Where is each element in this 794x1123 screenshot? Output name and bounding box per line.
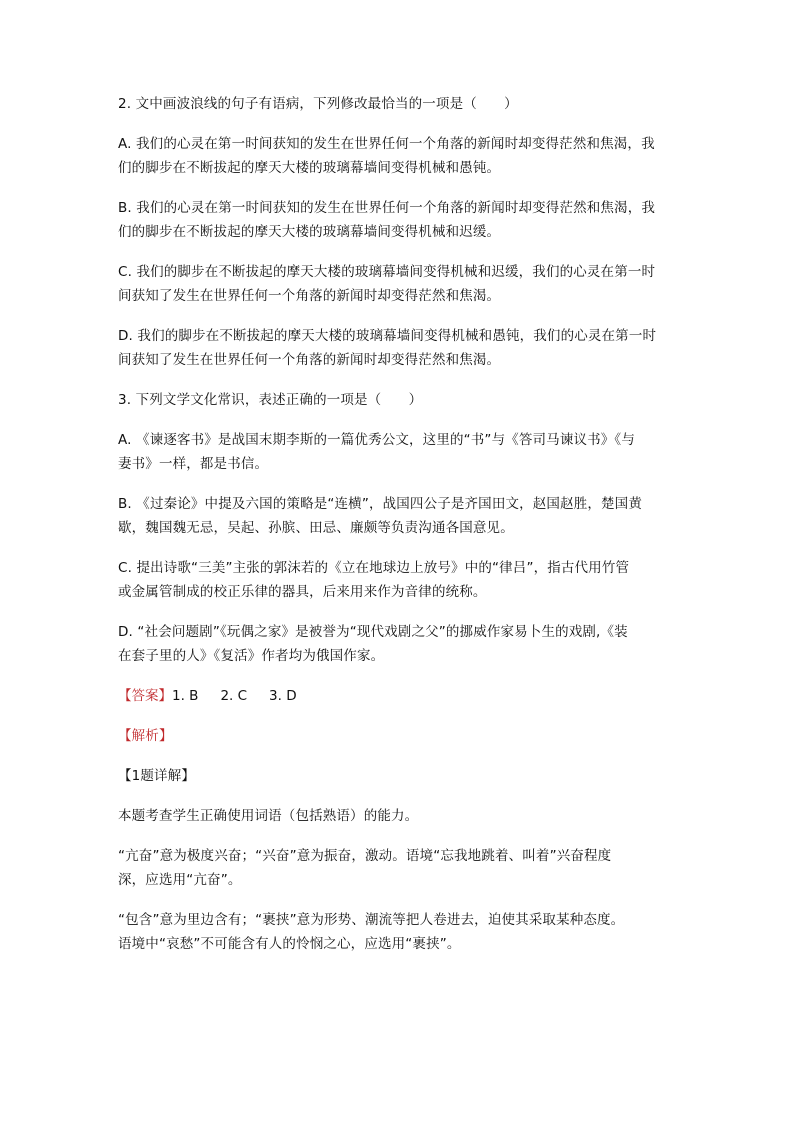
question-2-option-a: [118, 132, 680, 180]
option-line: 间获知了发生在世界任何一个角落的新闻时却变得茫然和焦渴。: [118, 288, 501, 304]
question-3-option-c: [118, 556, 680, 604]
question-stem-line: 2. 文中画波浪线的句子有语病，下列修改最恰当的一项是（ ）: [118, 96, 518, 112]
question-2-option-c: [118, 260, 680, 308]
option-line: C. 我们的脚步在不断拔起的摩天大楼的玻璃幕墙间变得机械和迟缓，我们的心灵在第一时: [118, 264, 656, 280]
option-line: 们的脚步在不断拔起的摩天大楼的玻璃幕墙间变得机械和迟缓。: [118, 224, 501, 240]
answer-item: 2. C: [220, 688, 248, 704]
question-3-option-d: [118, 620, 680, 668]
paragraph-line: “亢奋”意为极度兴奋；“兴奋”意为振奋，激动。语境“忘我地跳着、叫着”兴奋程度: [118, 848, 612, 864]
detail-heading: [118, 764, 680, 788]
question-3-option-a: [118, 428, 680, 476]
question-3-stem: [118, 388, 680, 412]
option-line: B. 我们的心灵在第一时间获知的发生在世界任何一个角落的新闻时却变得茫然和焦渴，我: [118, 200, 655, 216]
option-line: 间获知了发生在世界任何一个角落的新闻时却变得茫然和焦渴。: [118, 352, 501, 368]
answer-item: 1. B: [172, 688, 199, 704]
explanation-paragraph: [118, 908, 680, 956]
question-stem-line: 3. 下列文学文化常识，表述正确的一项是（ ）: [118, 392, 423, 408]
paragraph-line: 语境中“哀愁”不可能含有人的怜悯之心，应选用“裹挟”。: [118, 936, 461, 952]
detail-label: 【1题详解】: [118, 768, 195, 784]
option-line: 或金属管制成的校正乐律的器具，后来用来作为音律的统称。: [118, 584, 487, 600]
option-line: A. 《谏逐客书》是战国末期李斯的一篇优秀公文，这里的“书”与《答司马谏议书》《与: [118, 432, 635, 448]
option-line: 歇，魏国魏无忌，吴起、孙膑、田忌、廉颇等负责沟通各国意见。: [118, 520, 514, 536]
analysis-heading: [118, 724, 680, 748]
explanation-paragraph: [118, 844, 680, 892]
option-line: B. 《过秦论》中提及六国的策略是“连横”，战国四公子是齐国田文，赵国赵胜，楚国黄: [118, 496, 642, 512]
option-line: D. 我们的脚步在不断拔起的摩天大楼的玻璃幕墙间变得机械和愚钝，我们的心灵在第一时: [118, 328, 657, 344]
answer-row: [118, 684, 680, 708]
option-line: C. 提出诗歌“三美”主张的郭沫若的《立在地球边上放号》中的“律吕”，指古代用竹管: [118, 560, 630, 576]
document-content: [118, 92, 680, 972]
option-line: 们的脚步在不断拔起的摩天大楼的玻璃幕墙间变得机械和愚钝。: [118, 160, 501, 176]
answer-label: 【答案】: [118, 688, 172, 704]
detail-intro-line: 本题考查学生正确使用词语（包括熟语）的能力。: [118, 808, 419, 824]
option-line: 在套子里的人》《复活》作者均为俄国作家。: [118, 648, 385, 664]
paragraph-line: “包含”意为里边含有；“裹挟”意为形势、潮流等把人卷进去，迫使其采取某种态度。: [118, 912, 625, 928]
option-line: 妻书》一样，都是书信。: [118, 456, 269, 472]
detail-intro: [118, 804, 680, 828]
question-2-option-b: [118, 196, 680, 244]
question-2-option-d: [118, 324, 680, 372]
option-line: A. 我们的心灵在第一时间获知的发生在世界任何一个角落的新闻时却变得茫然和焦渴，我: [118, 136, 655, 152]
question-2-stem: [118, 92, 680, 116]
answer-item: 3. D: [269, 688, 297, 704]
question-3-option-b: [118, 492, 680, 540]
paragraph-line: 深，应选用“亢奋”。: [118, 872, 242, 888]
analysis-label: 【解析】: [118, 728, 173, 744]
option-line: D. “社会问题剧”《玩偶之家》是被誉为“现代戏剧之父”的挪威作家易卜生的戏剧,《装: [118, 624, 628, 640]
